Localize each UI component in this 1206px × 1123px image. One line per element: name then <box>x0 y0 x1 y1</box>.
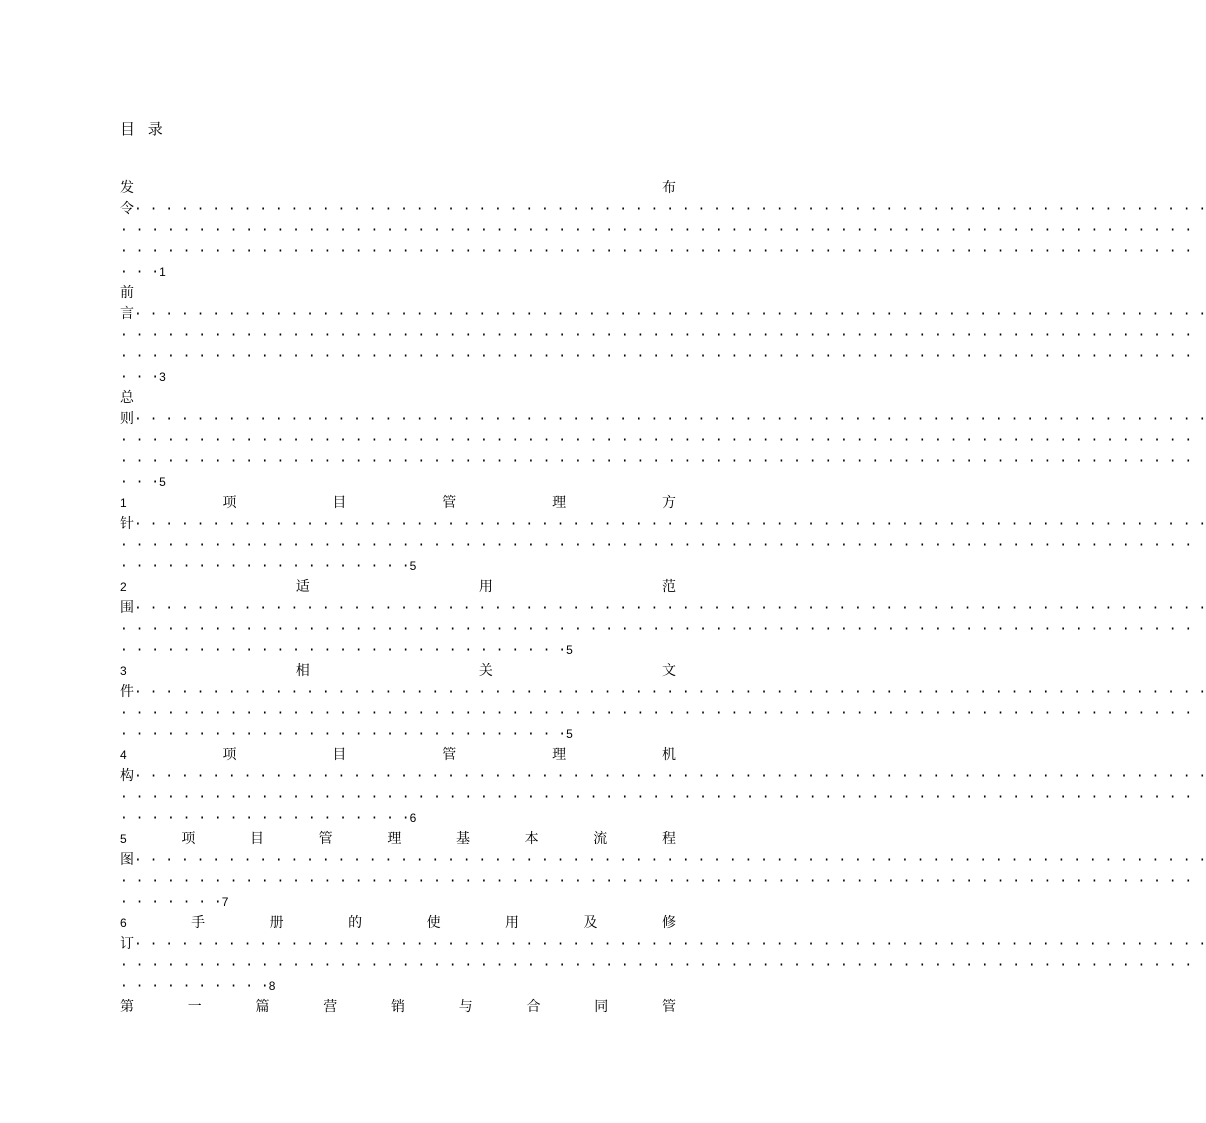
toc-title-char: 范 <box>661 579 676 595</box>
toc-title-char: 篇 <box>255 999 270 1015</box>
dot-leader: · · · · · · · · · · · · · · · · · · · · · · · · · · · · · <box>120 727 567 742</box>
toc-title-char: 项 <box>222 495 237 511</box>
toc-entry[interactable] <box>120 178 1206 283</box>
dot-leader: · · · · · · · · · · · · · · · · · · · · · · · · · · · · · · · · · · · · · · · · · · · · · · · · · · · · · · · · · · · · · · · · · · · · · <box>134 853 1206 868</box>
toc-title-char: 营 <box>323 999 338 1015</box>
toc-entry-title-line <box>120 493 676 514</box>
toc-page-number: 5 <box>566 727 573 741</box>
toc-title-char: 及 <box>583 915 598 931</box>
dot-leader-line <box>120 451 1193 472</box>
toc-title-char: 方 <box>661 495 676 511</box>
dot-leader: · · · · · · · · · · · · · · · · · · · · · · · · · · · · · · · · · · · · · · · · · · · · · · · · · · · · · · · · · · · · · · · · · · · · · <box>134 937 1206 952</box>
toc-page-line <box>120 724 676 745</box>
dot-leader: · · · · · · · · · · · · · · · · · · · · · · · · · · · · · · · · · · · · · · · · · · · · · · · · · · · · · · · · · · · · · · · · · · · · · <box>134 307 1206 322</box>
toc-page-line <box>120 556 676 577</box>
toc-entry[interactable] <box>120 829 1206 913</box>
toc-leader-line <box>120 598 1206 619</box>
dot-leader-line <box>120 220 1193 241</box>
toc-page-number: 1 <box>159 265 166 279</box>
toc-title-char: 文 <box>661 663 676 679</box>
toc-entry-title-line <box>120 577 676 598</box>
toc-page-line <box>120 640 676 661</box>
dot-leader: · · · · · · · · · · · · · · · · · · · · · · · · · · · · · · · · · · · · · · · · · · · · · · · · · · · · · · · · · · · · · · · · · · · · · <box>120 706 1193 721</box>
toc-title-last-char: 订 <box>120 936 134 952</box>
toc-entry-title-line <box>120 829 676 850</box>
dot-leader: · · · · · · · · · · · · · · · · · · · · · · · · · · · · · · · · · · · · · · · · · · · · · · · · · · · · · · · · · · · · · · · · · · · · · <box>120 790 1193 805</box>
toc-title-char: 相 <box>295 663 310 679</box>
toc-leader-line <box>120 850 1206 871</box>
toc-leader-line <box>120 304 1206 325</box>
toc-title-char: 用 <box>505 915 520 931</box>
toc-page-number: 5 <box>566 643 573 657</box>
toc-entry-title-line <box>120 913 676 934</box>
toc-entry-title-line <box>120 283 676 304</box>
toc-entry[interactable] <box>120 283 1206 388</box>
toc-title-char: 理 <box>387 831 402 847</box>
toc-title-char: 本 <box>524 831 539 847</box>
toc-page-line <box>120 472 676 493</box>
toc-title: 目 录 <box>120 120 167 138</box>
toc-page-number: 8 <box>268 979 276 993</box>
toc-entry[interactable] <box>120 577 1206 661</box>
toc-title-char: 理 <box>552 747 567 763</box>
toc-title-char: 适 <box>295 579 310 595</box>
dot-leader-line <box>120 619 1193 640</box>
toc-title-char: 理 <box>552 495 567 511</box>
toc-title-last-char: 令 <box>120 201 134 217</box>
toc-title-char: 目 <box>332 495 347 511</box>
dot-leader: · · · · · · · · · · · · · · · · · · · · · · · · · · · · · · · · · · · · · · · · · · · · · · · · · · · · · · · · · · · · · · · · · · · · · <box>134 601 1206 616</box>
toc-title-char: 项 <box>222 747 237 763</box>
toc-entry-title-line <box>120 661 676 682</box>
dot-leader: · · · <box>120 475 160 490</box>
dot-leader: · · · · · · · · · · · · · · · · · · · · · · · · · · · · · · · · · · · · · · · · · · · · · · · · · · · · · · · · · · · · · · · · · · · · · <box>120 622 1193 637</box>
toc-page-line <box>120 367 676 388</box>
toc-title-char: 的 <box>348 915 363 931</box>
toc-title-char: 程 <box>661 831 676 847</box>
toc-title-char: 总 <box>120 390 134 406</box>
dot-leader-line <box>120 787 1193 808</box>
toc-title-last-char: 件 <box>120 684 134 700</box>
toc-title-char: 目 <box>250 831 264 847</box>
toc-title-char: 管 <box>442 495 457 511</box>
toc-title-char: 手 <box>191 915 206 931</box>
toc-entry-title-line <box>120 745 676 766</box>
toc-title-char: 第 <box>120 999 134 1015</box>
dot-leader: · · · · · · · · · · · · · · · · · · · · · · · · · · · · · <box>120 643 567 658</box>
dot-leader-line <box>120 535 1193 556</box>
dot-leader: · · · <box>120 370 160 385</box>
dot-leader: · · · · · · · · · · · · · · · · · · · · · · · · · · · · · · · · · · · · · · · · · · · · · · · · · · · · · · · · · · · · · · · · · · · · · <box>120 958 1193 973</box>
dot-leader: · · · · · · · · · · · · · · · · · · · · · · · · · · · · · · · · · · · · · · · · · · · · · · · · · · · · · · · · · · · · · · · · · · · · · <box>120 349 1193 364</box>
toc-title-char: 管 <box>442 747 457 763</box>
dot-leader: · · · · · · · <box>120 895 222 910</box>
toc-title-char: 与 <box>458 999 473 1015</box>
dot-leader-line <box>120 703 1193 724</box>
dot-leader: · · · · · · · · · · <box>120 979 269 994</box>
toc-title-char: 流 <box>593 831 608 847</box>
toc-title-char: 前 <box>120 285 134 301</box>
dot-leader: · · · · · · · · · · · · · · · · · · · · · · · · · · · · · · · · · · · · · · · · · · · · · · · · · · · · · · · · · · · · · · · · · · · · · <box>134 412 1206 427</box>
dot-leader: · · · · · · · · · · · · · · · · · · · · · · · · · · · · · · · · · · · · · · · · · · · · · · · · · · · · · · · · · · · · · · · · · · · · · <box>134 202 1206 217</box>
toc-entry-title-line <box>120 388 676 409</box>
toc-title-char: 合 <box>526 999 541 1015</box>
toc-entry[interactable] <box>120 913 1206 997</box>
dot-leader-line <box>120 325 1193 346</box>
toc-title-last-char: 图 <box>120 852 134 868</box>
toc-title-last-char: 针 <box>120 516 134 532</box>
dot-leader: · · · · · · · · · · · · · · · · · · · · · · · · · · · · · · · · · · · · · · · · · · · · · · · · · · · · · · · · · · · · · · · · · · · · · <box>120 538 1193 553</box>
dot-leader: · · · · · · · · · · · · · · · · · · · · · · · · · · · · · · · · · · · · · · · · · · · · · · · · · · · · · · · · · · · · · · · · · · · · · <box>134 517 1206 532</box>
toc-title-last-char: 围 <box>120 600 134 616</box>
toc-page-number: 6 <box>409 811 417 825</box>
table-of-contents <box>120 178 1206 1018</box>
toc-leader-line <box>120 934 1206 955</box>
toc-title-char: 5 <box>120 832 127 846</box>
toc-leader-line <box>120 766 1206 787</box>
toc-entry[interactable] <box>120 661 1206 745</box>
toc-title-char: 一 <box>187 999 202 1015</box>
dot-leader: · · · · · · · · · · · · · · · · · · · · · · · · · · · · · · · · · · · · · · · · · · · · · · · · · · · · · · · · · · · · · · · · · · · · · <box>134 685 1206 700</box>
toc-title-char: 目 <box>332 747 347 763</box>
toc-title-char: 管 <box>318 831 333 847</box>
toc-title-char: 基 <box>455 831 470 847</box>
toc-page-number: 3 <box>159 370 166 384</box>
toc-page-line <box>120 262 676 283</box>
dot-leader-line <box>120 871 1193 892</box>
dot-leader: · · · · · · · · · · · · · · · · · · · · · · · · · · · · · · · · · · · · · · · · · · · · · · · · · · · · · · · · · · · · · · · · · · · · · <box>120 454 1193 469</box>
toc-page-line <box>120 808 676 829</box>
toc-title-char: 关 <box>478 663 493 679</box>
toc-title-char: 3 <box>120 664 127 678</box>
toc-page-number: 7 <box>221 895 229 909</box>
toc-title-char: 管 <box>662 999 676 1015</box>
toc-entry-title-line <box>120 178 676 199</box>
dot-leader: · · · · · · · · · · · · · · · · · · · <box>120 811 410 826</box>
toc-page-line <box>120 976 676 997</box>
toc-title-char: 用 <box>478 579 493 595</box>
toc-title-char: 销 <box>391 999 405 1015</box>
toc-title-char: 1 <box>120 496 127 510</box>
toc-entry[interactable] <box>120 493 1206 577</box>
toc-title-char: 6 <box>120 916 127 930</box>
toc-title-last-char: 则 <box>120 411 134 427</box>
toc-title-char: 布 <box>662 180 676 196</box>
dot-leader: · · · · · · · · · · · · · · · · · · · · · · · · · · · · · · · · · · · · · · · · · · · · · · · · · · · · · · · · · · · · · · · · · · · · · <box>134 769 1206 784</box>
toc-leader-line <box>120 682 1206 703</box>
toc-title-char: 项 <box>181 831 196 847</box>
dot-leader: · · · · · · · · · · · · · · · · · · · · · · · · · · · · · · · · · · · · · · · · · · · · · · · · · · · · · · · · · · · · · · · · · · · · · <box>120 874 1193 889</box>
toc-leader-line <box>120 409 1206 430</box>
toc-title-char: 使 <box>426 915 441 931</box>
toc-leader-line <box>120 199 1206 220</box>
toc-title-last-char: 构 <box>120 768 134 784</box>
dot-leader: · · · · · · · · · · · · · · · · · · · · · · · · · · · · · · · · · · · · · · · · · · · · · · · · · · · · · · · · · · · · · · · · · · · · · <box>120 223 1193 238</box>
toc-title-char: 2 <box>120 580 127 594</box>
toc-title-char: 册 <box>269 915 284 931</box>
toc-title-last-char: 言 <box>120 306 134 322</box>
dot-leader: · · · · · · · · · · · · · · · · · · · · · · · · · · · · · · · · · · · · · · · · · · · · · · · · · · · · · · · · · · · · · · · · · · · · · <box>120 244 1193 259</box>
toc-entry-title-line[interactable] <box>120 997 676 1018</box>
dot-leader: · · · · · · · · · · · · · · · · · · · · · · · · · · · · · · · · · · · · · · · · · · · · · · · · · · · · · · · · · · · · · · · · · · · · · <box>120 328 1193 343</box>
dot-leader: · · · <box>120 265 160 280</box>
toc-entry[interactable] <box>120 745 1206 829</box>
toc-title-char: 机 <box>661 747 676 763</box>
toc-leader-line <box>120 514 1206 535</box>
toc-page-number: 5 <box>159 475 166 489</box>
toc-title-char: 发 <box>120 180 134 196</box>
dot-leader-line <box>120 241 1193 262</box>
toc-title-char: 同 <box>594 999 609 1015</box>
dot-leader-line <box>120 430 1193 451</box>
toc-page-line <box>120 892 676 913</box>
dot-leader-line <box>120 955 1193 976</box>
dot-leader-line <box>120 346 1193 367</box>
dot-leader: · · · · · · · · · · · · · · · · · · · <box>120 559 410 574</box>
toc-entry[interactable] <box>120 388 1206 493</box>
toc-title-char: 修 <box>661 915 676 931</box>
toc-title-char: 4 <box>120 748 127 762</box>
dot-leader: · · · · · · · · · · · · · · · · · · · · · · · · · · · · · · · · · · · · · · · · · · · · · · · · · · · · · · · · · · · · · · · · · · · · · <box>120 433 1193 448</box>
toc-page-number: 5 <box>409 559 417 573</box>
